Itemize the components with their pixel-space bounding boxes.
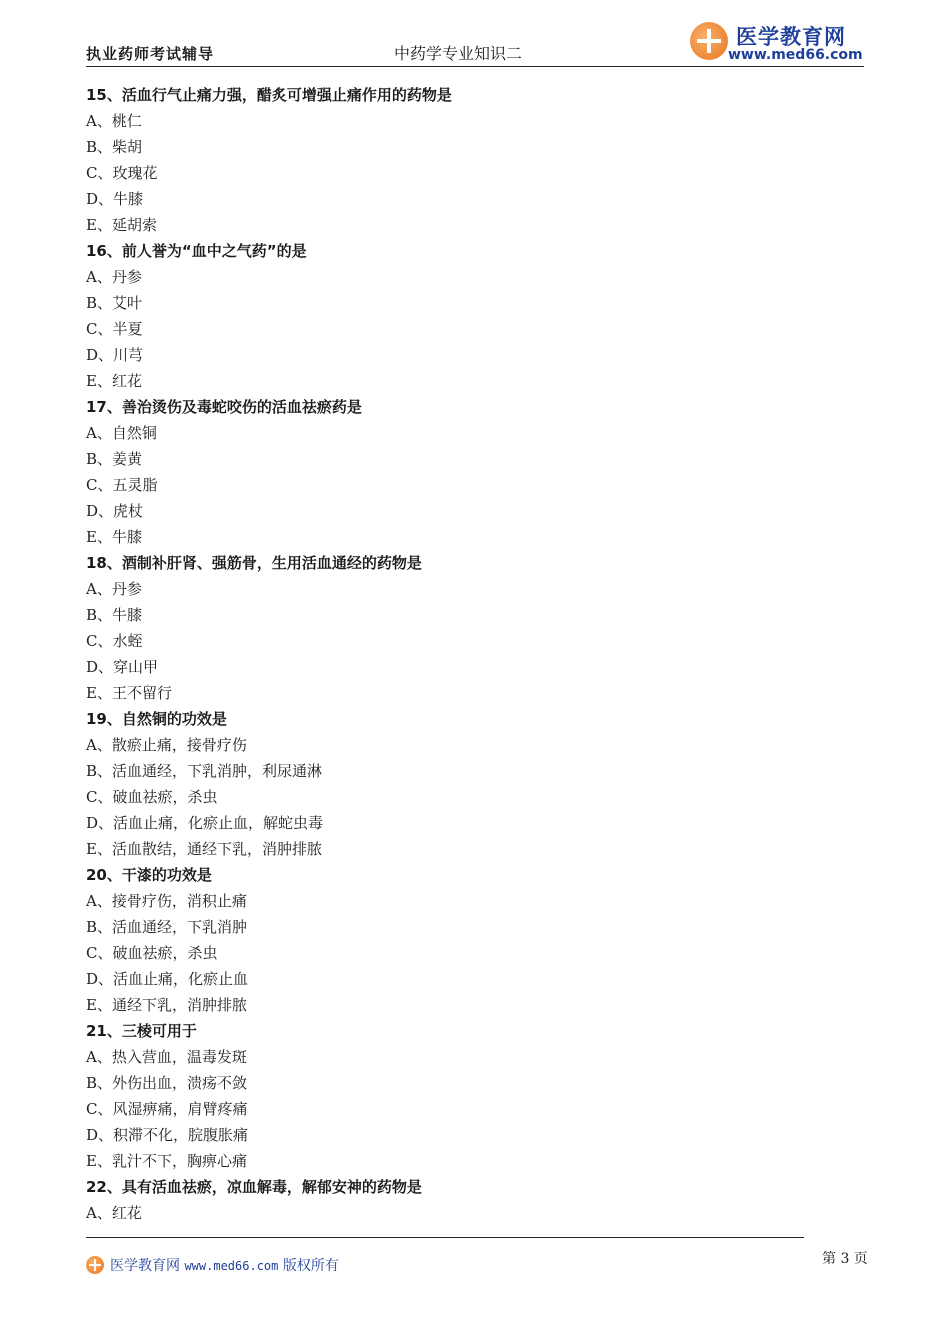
answer-option: C、破血祛瘀，杀虫 bbox=[86, 788, 218, 806]
site-logo[interactable] bbox=[688, 20, 864, 66]
footer-divider bbox=[86, 1237, 804, 1238]
page-header bbox=[86, 20, 864, 67]
answer-option: D、穿山甲 bbox=[86, 658, 159, 676]
answer-option: B、外伤出血，溃疡不敛 bbox=[86, 1074, 248, 1092]
answer-option: C、玫瑰花 bbox=[86, 164, 158, 182]
page-number: 第 3 页 bbox=[822, 1251, 868, 1267]
answer-option: D、牛膝 bbox=[86, 190, 144, 208]
answer-option: E、延胡索 bbox=[86, 216, 157, 234]
answer-option: A、散瘀止痛，接骨疗伤 bbox=[86, 736, 247, 754]
question-stem: 20、干漆的功效是 bbox=[86, 866, 212, 884]
answer-option: A、丹参 bbox=[86, 580, 142, 598]
logo-title: 医学教育网 bbox=[736, 25, 846, 49]
logo-url: www.med66.com bbox=[728, 47, 863, 63]
answer-option: E、红花 bbox=[86, 372, 142, 390]
answer-option: E、王不留行 bbox=[86, 684, 172, 702]
question-stem: 19、自然铜的功效是 bbox=[86, 710, 227, 728]
question-stem: 17、善治烫伤及毒蛇咬伤的活血祛瘀药是 bbox=[86, 398, 362, 416]
answer-option: A、热入营血，温毒发斑 bbox=[86, 1048, 247, 1066]
footer-site-name: 医学教育网 bbox=[110, 1258, 180, 1274]
header-subject: 中药学专业知识二 bbox=[394, 44, 523, 63]
answer-option: D、川芎 bbox=[86, 346, 144, 364]
answer-option: B、柴胡 bbox=[86, 138, 143, 156]
answer-option: C、水蛭 bbox=[86, 632, 143, 650]
question-list bbox=[86, 82, 806, 1226]
answer-option: D、活血止痛，化瘀止血 bbox=[86, 970, 249, 988]
question-stem: 15、活血行气止痛力强，醋炙可增强止痛作用的药物是 bbox=[86, 86, 452, 104]
answer-option: E、乳汁不下，胸痹心痛 bbox=[86, 1152, 247, 1170]
question-stem: 18、酒制补肝肾、强筋骨，生用活血通经的药物是 bbox=[86, 554, 422, 572]
header-left-title: 执业药师考试辅导 bbox=[86, 45, 215, 63]
answer-option: A、桃仁 bbox=[86, 112, 142, 130]
answer-option: B、活血通经，下乳消肿 bbox=[86, 918, 248, 936]
answer-option: C、半夏 bbox=[86, 320, 143, 338]
footer-text bbox=[110, 1255, 339, 1275]
answer-option: C、破血祛瘀，杀虫 bbox=[86, 944, 218, 962]
question-stem: 16、前人誉为“血中之气药”的是 bbox=[86, 242, 307, 260]
footer-url[interactable]: www.med66.com bbox=[184, 1259, 279, 1273]
answer-option: C、五灵脂 bbox=[86, 476, 158, 494]
answer-option: C、风湿痹痛，肩臂疼痛 bbox=[86, 1100, 248, 1118]
answer-option: A、自然铜 bbox=[86, 424, 157, 442]
answer-option: D、虎杖 bbox=[86, 502, 144, 520]
answer-option: B、姜黄 bbox=[86, 450, 143, 468]
answer-option: B、活血通经，下乳消肿，利尿通淋 bbox=[86, 762, 323, 780]
question-stem: 22、具有活血祛瘀，凉血解毒，解郁安神的药物是 bbox=[86, 1178, 422, 1196]
footer-rights: 版权所有 bbox=[282, 1258, 339, 1274]
answer-option: D、积滞不化，脘腹胀痛 bbox=[86, 1126, 249, 1144]
logo-cross-icon bbox=[690, 22, 728, 60]
answer-option: E、活血散结，通经下乳，消肿排脓 bbox=[86, 840, 322, 858]
answer-option: B、牛膝 bbox=[86, 606, 143, 624]
answer-option: E、通经下乳，消肿排脓 bbox=[86, 996, 247, 1014]
footer-logo-icon bbox=[86, 1256, 104, 1274]
question-stem: 21、三棱可用于 bbox=[86, 1022, 197, 1040]
answer-option: E、牛膝 bbox=[86, 528, 142, 546]
answer-option: A、接骨疗伤，消积止痛 bbox=[86, 892, 247, 910]
answer-option: A、丹参 bbox=[86, 268, 142, 286]
answer-option: D、活血止痛，化瘀止血，解蛇虫毒 bbox=[86, 814, 324, 832]
answer-option: A、红花 bbox=[86, 1204, 142, 1222]
answer-option: B、艾叶 bbox=[86, 294, 143, 312]
